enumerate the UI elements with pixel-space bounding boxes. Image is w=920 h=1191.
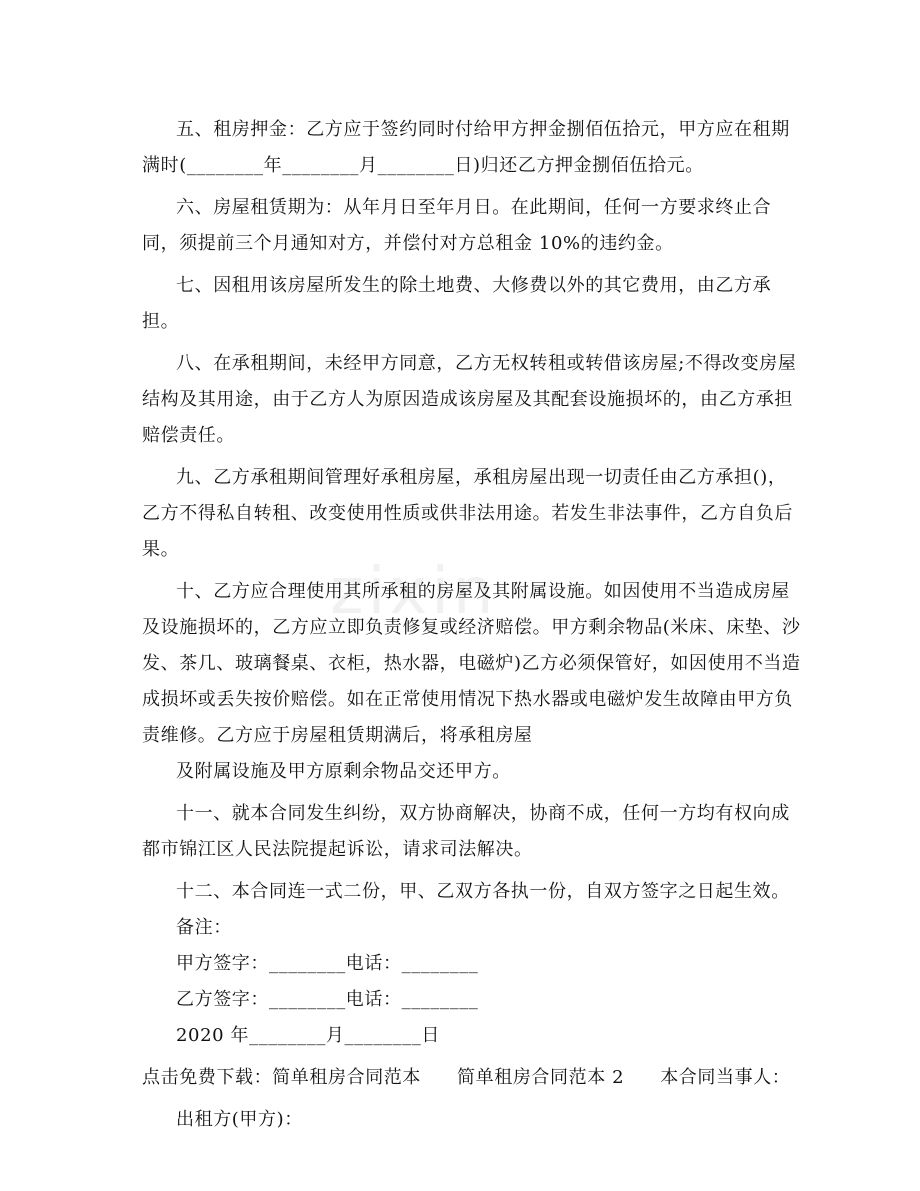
watermark: zixin (330, 555, 498, 629)
download-prefix: 点击免费下载： (142, 1067, 273, 1088)
parties-heading: 本合同当事人： (660, 1067, 791, 1088)
clause-9-line-2: 乙方不得私自转租、改变使用性质或供非法用途。若发生非法事件，乙方自负后 (142, 503, 793, 524)
party-a-signature: 甲方签字：________电话：________ (176, 953, 479, 974)
download-links-row (142, 1060, 791, 1096)
clause-6-line-2: 同，须提前三个月通知对方，并偿付对方总租金 10%的违约金。 (142, 233, 674, 254)
clause-7 (142, 268, 782, 340)
date-line: 2020 年________月________日 (176, 1025, 440, 1046)
clause-5 (142, 112, 790, 184)
clause-10-line-3: 发、茶几、玻璃餐桌、衣柜，热水器，电磁炉)乙方必须保管好，如因使用不当造 (142, 653, 801, 674)
clause-6-line-1: 六、房屋租赁期为：从年月日至年月日。在此期间，任何一方要求终止合 (176, 197, 772, 218)
clause-12: 十二、本合同连一式二份，甲、乙双方各执一份，自双方签字之日起生效。 (176, 881, 790, 902)
download-link-template-1[interactable]: 简单租房合同范本 (272, 1067, 422, 1088)
lessor-label: 出租方(甲方)： (176, 1109, 303, 1130)
clause-10-line-1: 十、乙方应合理使用其所承租的房屋及其附属设施。如因使用不当造成房屋 (176, 581, 790, 602)
clause-11-line-2: 都市锦江区人民法院提起诉讼，请求司法解决。 (142, 839, 533, 860)
download-link-template-2[interactable]: 简单租房合同范本 2 (457, 1067, 625, 1088)
clause-10-line-4: 成损坏或丢失按价赔偿。如在正常使用情况下热水器或电磁炉发生故障由甲方负 (142, 689, 793, 710)
clause-11-line-1: 十一、就本合同发生纠纷，双方协商解决，协商不成，任何一方均有权向成 (176, 803, 790, 824)
contract-body (142, 112, 801, 1138)
clause-7-line-2: 担。 (142, 311, 180, 332)
clause-8-line-1: 八、在承租期间，未经甲方同意，乙方无权转租或转借该房屋;不得改变房屋 (176, 353, 797, 374)
clause-8-line-3: 赔偿责任。 (142, 425, 235, 446)
clause-7-line-1: 七、因租用该房屋所发生的除土地费、大修费以外的其它费用，由乙方承 (176, 275, 772, 296)
clause-9-line-1: 九、乙方承租期间管理好承租房屋，承租房屋出现一切责任由乙方承担()， (176, 467, 787, 488)
clause-11 (142, 796, 790, 868)
clause-8 (142, 346, 797, 454)
clause-10-line-5: 责维修。乙方应于房屋租赁期满后，将承租房屋 (142, 725, 533, 746)
clause-5-line-1: 五、租房押金：乙方应于签约同时付给甲方押金捌佰伍拾元，甲方应在租期 (176, 119, 790, 140)
clause-10 (142, 574, 801, 754)
handover-line: 及附属设施及甲方原剩余物品交还甲方。 (176, 761, 511, 782)
clause-10-line-2: 及设施损坏的，乙方应立即负责修复或经济赔偿。甲方剩余物品(米床、床垫、沙 (142, 617, 801, 638)
clause-9 (142, 460, 793, 568)
clause-9-line-3: 果。 (142, 539, 180, 560)
clause-5-line-2: 满时(________年________月________日)归还乙方押金捌佰伍拾元。 (142, 155, 704, 176)
clause-6 (142, 190, 782, 262)
clause-8-line-2: 结构及其用途，由于乙方人为原因造成该房屋及其配套设施损坏的，由乙方承担 (142, 389, 793, 410)
party-b-signature: 乙方签字：________电话：________ (176, 989, 479, 1010)
remarks-label: 备注： (176, 917, 232, 938)
